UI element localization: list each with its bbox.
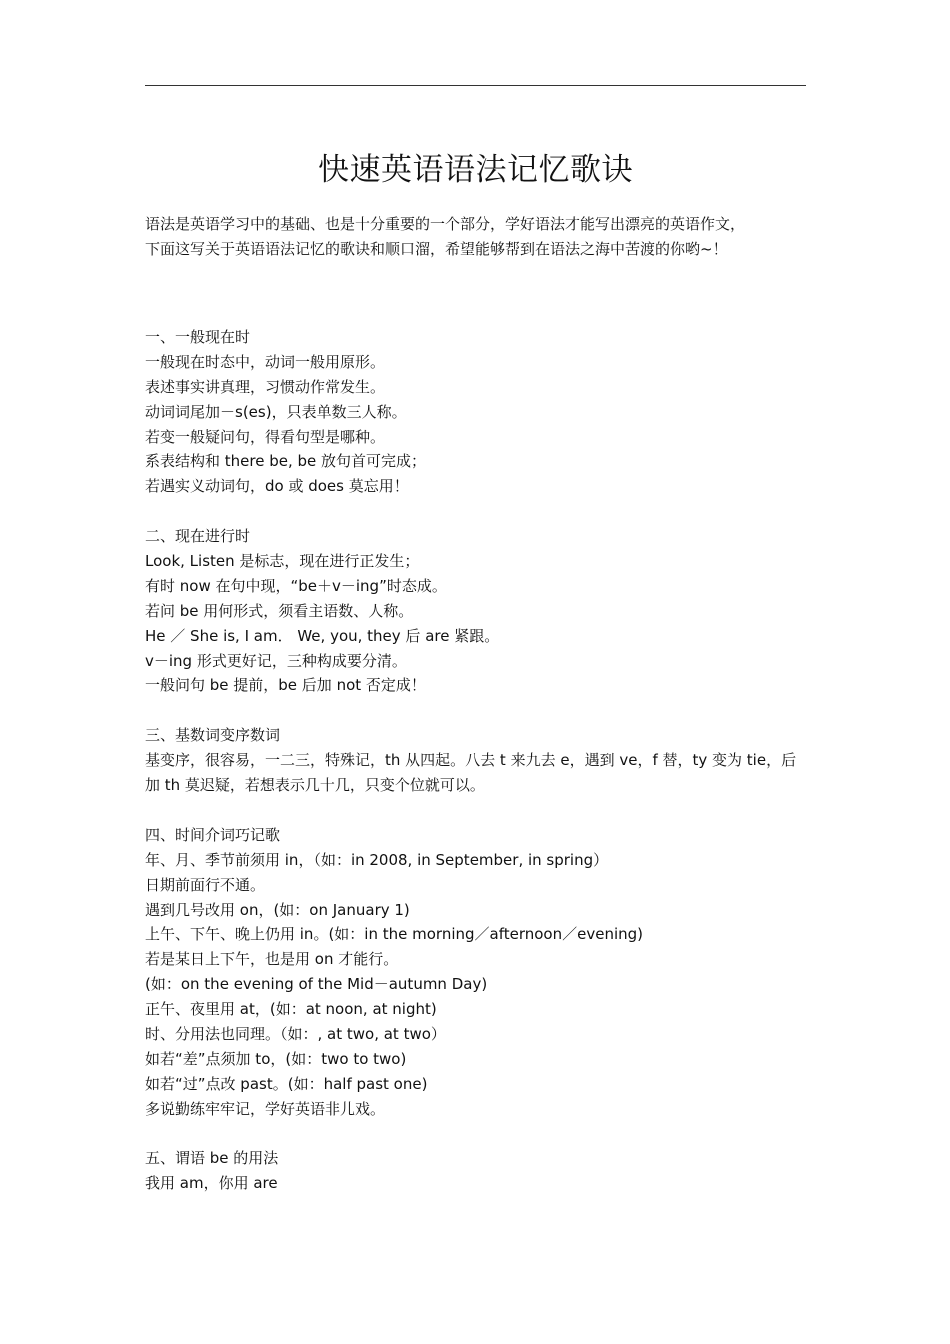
intro-paragraph — [145, 212, 810, 262]
body-line: 年、月、季节前须用 in，（如：in 2008, in September, in spring） — [145, 850, 609, 869]
document-body — [145, 325, 810, 1196]
body-line: 一般现在时态中，动词一般用原形。 — [145, 352, 386, 371]
body-line: 若问 be 用何形式，须看主语数、人称。 — [145, 601, 414, 620]
document-title: 快速英语语法记忆歌诀 — [318, 152, 633, 188]
body-line: v－ing 形式更好记，三种构成要分清。 — [145, 651, 407, 670]
section-spacer — [145, 1122, 810, 1147]
body-line: 一般问句 be 提前，be 后加 not 否定成！ — [145, 676, 426, 695]
body-line: 有时 now 在句中现，“be＋v－ing”时态成。 — [145, 576, 447, 595]
body-line: 日期前面行不通。 — [145, 875, 266, 894]
section-heading: 五、谓语 be 的用法 — [145, 1149, 279, 1168]
body-line: 若是某日上下午，也是用 on 才能行。 — [145, 950, 399, 969]
body-line: 动词词尾加－s(es)，只表单数三人称。 — [145, 402, 407, 421]
body-line: 表述事实讲真理，习惯动作常发生。 — [145, 377, 386, 396]
body-line: 上午、下午、晚上仍用 in。(如：in the morning／afternoon／evening) — [145, 925, 643, 944]
body-line: 时、分用法也同理。（如：, at two, at two） — [145, 1024, 446, 1043]
intro-line: 下面这写关于英语语法记忆的歌诀和顺口溜，希望能够帮到在语法之海中苦渡的你哟~！ — [145, 240, 728, 258]
section-spacer — [145, 798, 810, 823]
body-line: Look, Listen 是标志，现在进行正发生； — [145, 552, 420, 571]
body-line: 多说勤练牢牢记，学好英语非儿戏。 — [145, 1099, 386, 1118]
body-line: 我用 am，你用 are — [145, 1174, 278, 1193]
section-spacer — [145, 698, 810, 723]
section-heading: 三、基数词变序数词 — [145, 726, 281, 745]
body-line: 遇到几号改用 on，(如：on January 1) — [145, 900, 410, 919]
body-line: 系表结构和 there be, be 放句首可完成； — [145, 452, 427, 471]
header-rule — [145, 85, 806, 86]
body-line: 正午、夜里用 at，(如：at noon, at night) — [145, 1000, 437, 1019]
body-line: 如若“差”点须加 to，(如：two to two) — [145, 1049, 407, 1068]
body-paragraph: 基变序，很容易，一二三，特殊记，th 从四起。八去 t 来九去 e，遇到 ve，f 替，ty 变为 tie，后加 th 莫迟疑，若想表示几十几，只变个位就可以。 — [145, 751, 797, 795]
body-line: 若遇实义动词句，do 或 does 莫忘用！ — [145, 477, 409, 496]
intro-line: 语法是英语学习中的基础、也是十分重要的一个部分，学好语法才能写出漂亮的英语作文， — [145, 215, 746, 233]
section-heading: 四、时间介词巧记歌 — [145, 825, 281, 844]
body-line: 如若“过”点改 past。(如：half past one) — [145, 1074, 428, 1093]
body-line: 若变一般疑问句，得看句型是哪种。 — [145, 427, 386, 446]
section-heading: 一、一般现在时 — [145, 328, 251, 346]
body-line: (如：on the evening of the Mid－autumn Day) — [145, 975, 488, 994]
section-heading: 二、现在进行时 — [145, 527, 251, 546]
section-spacer — [145, 499, 810, 524]
body-line: He ／ She is, I am． We, you, they 后 are 紧跟。 — [145, 626, 500, 645]
